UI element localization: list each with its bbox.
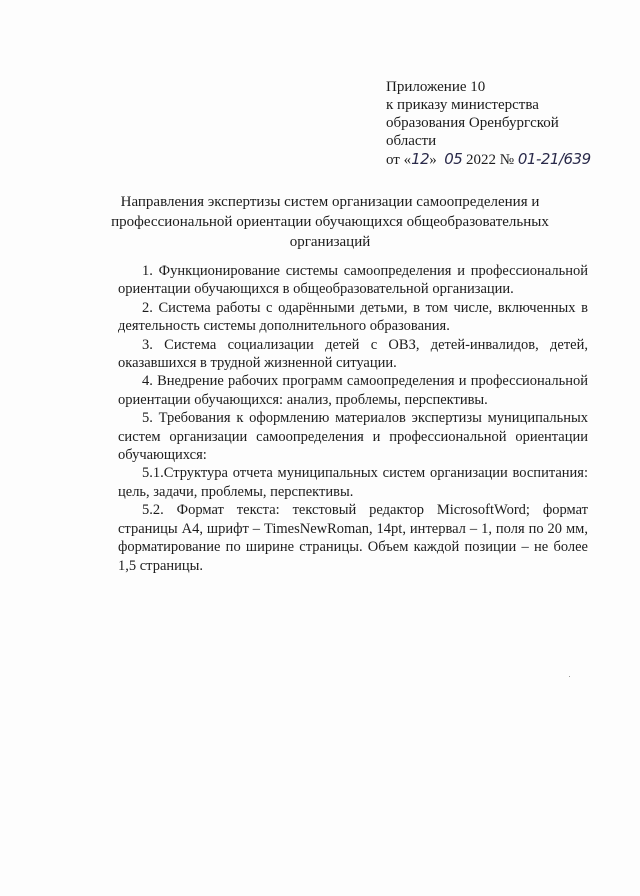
document-body (118, 262, 588, 575)
item-2: 2. Система работы с одарёнными детьми, в том числе, включенных в деятельность системы дополнительного образования. (118, 299, 588, 335)
item-5-1: 5.1.Структура отчета муниципальных систем организации воспитания: цель, задачи, проблемы, перспективы. (118, 465, 588, 500)
document-title: Направления экспертизы систем организации самоопределения и профессиональной ориентации обучающихся общеобразовательных организаций (111, 194, 549, 250)
appendix-ministry: образования Оренбургской (386, 115, 559, 131)
item-1: 1. Функционирование системы самоопределения и профессиональной ориентации обучающихся в общеобразовательной организации. (118, 263, 588, 298)
item-4: 4. Внедрение рабочих программ самоопределения и профессиональной ориентации обучающихся: анализ, проблемы, перспективы. (118, 373, 588, 408)
appendix-region: области (386, 133, 437, 149)
handwritten-month: 05 (444, 150, 463, 168)
scan-speck (569, 676, 570, 677)
appendix-date-line (386, 150, 606, 169)
appendix-number: Приложение 10 (386, 79, 486, 95)
appendix-order-ref: к приказу министерства (386, 97, 539, 113)
appendix-header (386, 78, 606, 169)
item-5-2: 5.2. Формат текста: текстовый редактор MicrosoftWord; формат страницы А4, шрифт – TimesNewRoman, 14pt, интервал – 1, поля по 20 мм, форматирование по ширине страницы. Объем каждой позиции – не более 1,5 страницы. (118, 502, 588, 574)
item-5: 5. Требования к оформлению материалов экспертизы муниципальных систем организации самоопределения и профессиональной ориентации обучающихся: (118, 410, 588, 464)
date-mid: » (429, 152, 437, 168)
handwritten-day: 12 (411, 150, 430, 168)
handwritten-order-number: 01-21/639 (517, 150, 591, 168)
date-year: 2022 № (466, 152, 515, 168)
item-3: 3. Система социализации детей с ОВЗ, детей-инвалидов, детей, оказавшихся в трудной жизненной ситуации. (118, 336, 588, 372)
date-prefix: от « (386, 152, 412, 168)
